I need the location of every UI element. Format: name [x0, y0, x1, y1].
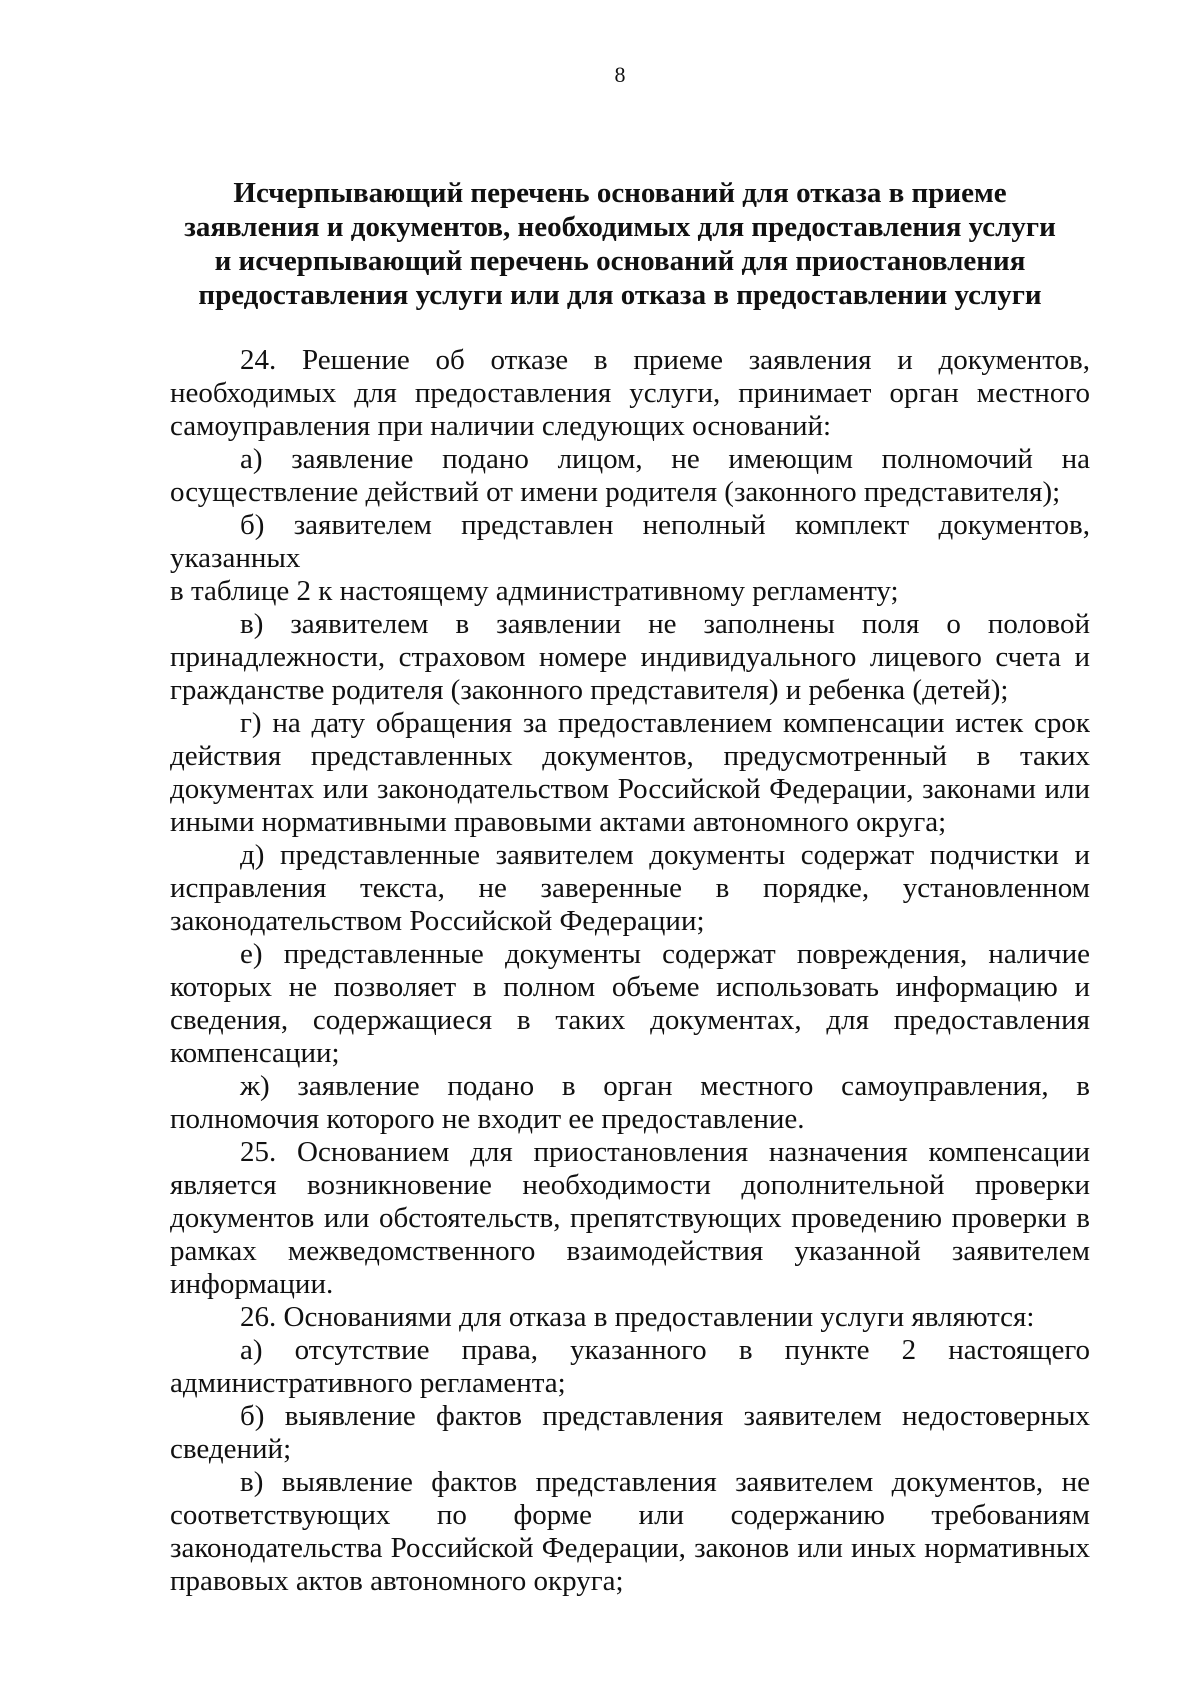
- heading-line: заявления и документов, необходимых для предоставления услуги: [184, 211, 1056, 243]
- heading-line: Исчерпывающий перечень оснований для отказа в приеме: [233, 177, 1007, 209]
- document-body: [170, 344, 1090, 1598]
- paragraph-24-b-continued: в таблице 2 к настоящему административному регламенту;: [170, 575, 899, 607]
- paragraph-24-d: д) представленные заявителем документы содержат подчистки и исправления текста, не заверенные в порядке, установленном законодательством Российской Федерации;: [170, 839, 1090, 937]
- paragraph-24-v: в) заявителем в заявлении не заполнены поля о половой принадлежности, страховом номере индивидуального лицевого счета и гражданстве родителя (законного представителя) и ребенка (детей);: [170, 608, 1090, 706]
- heading-line: и исчерпывающий перечень оснований для приостановления: [214, 245, 1026, 277]
- paragraph-24-b: б) заявителем представлен неполный комплект документов, указанных: [170, 509, 1090, 574]
- section-heading: [150, 176, 1090, 312]
- heading-line: предоставления услуги или для отказа в предоставлении услуги: [198, 279, 1042, 311]
- paragraph-24-g: г) на дату обращения за предоставлением компенсации истек срок действия представленных документов, предусмотренный в таких документах или законодательством Российской Федерации, законами или иными нормативными правовыми актами автономного округа;: [170, 707, 1090, 838]
- paragraph-25: 25. Основанием для приостановления назначения компенсации является возникновение необходимости дополнительной проверки документов или обстоятельств, препятствующих проведению проверки в рамках межведомственного взаимодействия указанной заявителем информации.: [170, 1136, 1090, 1300]
- paragraph-24-e: е) представленные документы содержат повреждения, наличие которых не позволяет в полном объеме использовать информацию и сведения, содержащиеся в таких документах, для предоставления компенсации;: [170, 938, 1090, 1069]
- page-number: 8: [614, 62, 626, 87]
- paragraph-24-zh: ж) заявление подано в орган местного самоуправления, в полномочия которого не входит ее предоставление.: [170, 1070, 1090, 1135]
- paragraph-26-a: а) отсутствие права, указанного в пункте 2 настоящего административного регламента;: [170, 1334, 1090, 1399]
- paragraph-24-a: а) заявление подано лицом, не имеющим полномочий на осуществление действий от имени родителя (законного представителя);: [170, 443, 1090, 508]
- paragraph-26-b: б) выявление фактов представления заявителем недостоверных сведений;: [170, 1400, 1090, 1465]
- paragraph-24: 24. Решение об отказе в приеме заявления и документов, необходимых для предоставления услуги, принимает орган местного самоуправления при наличии следующих оснований:: [170, 344, 1090, 442]
- paragraph-26: 26. Основаниями для отказа в предоставлении услуги являются:: [240, 1301, 1035, 1333]
- paragraph-26-v: в) выявление фактов представления заявителем документов, не соответствующих по форме или содержанию требованиям законодательства Российской Федерации, законов или иных нормативных правовых актов автономного округа;: [170, 1466, 1090, 1597]
